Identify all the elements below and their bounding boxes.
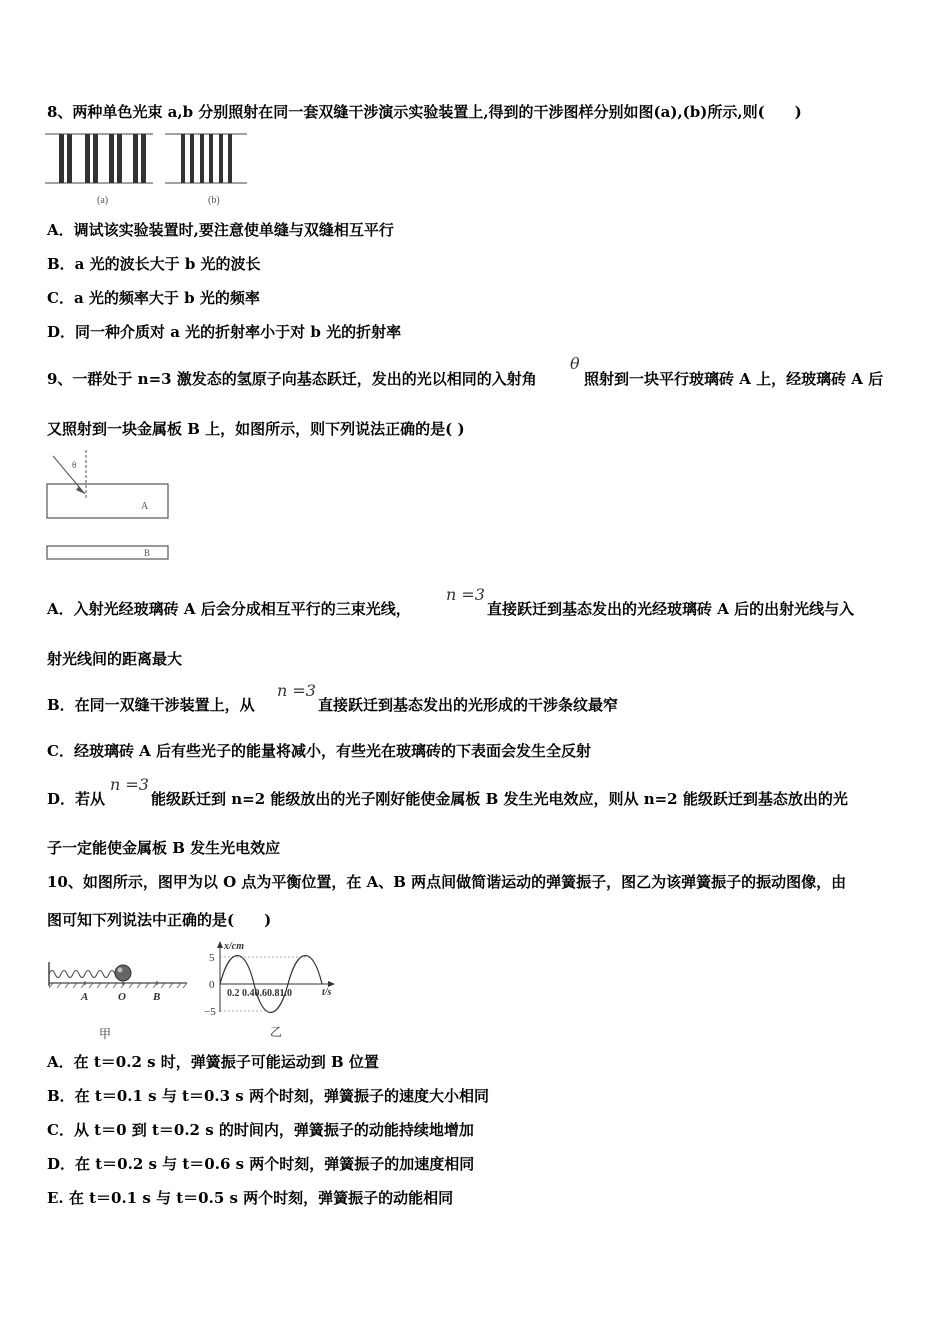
graph-xlabel: t/s bbox=[322, 987, 332, 998]
fig-yi-caption: 乙 bbox=[270, 1025, 283, 1039]
q9-optA-part1: A．入射光经玻璃砖 A 后会分成相互平行的三束光线， bbox=[47, 600, 411, 618]
q10-spring-figure bbox=[45, 958, 195, 1044]
q9-optA-line2: 射光线间的距离最大 bbox=[47, 650, 183, 668]
q9-stem-line2: 又照射到一块金属板 B 上，如图所示，则下列说法正确的是( ) bbox=[47, 420, 465, 438]
q9-optA-n3: n =3 bbox=[446, 585, 485, 604]
q9-theta: θ bbox=[570, 354, 580, 373]
fig-jia-caption: 甲 bbox=[99, 1027, 112, 1041]
q8-option-a: A．调试该实验装置时,要注意使单缝与双缝相互平行 bbox=[47, 221, 394, 239]
fig-label-a: (a) bbox=[97, 195, 109, 206]
q10-option-b: B．在 t＝0.1 s 与 t＝0.3 s 两个时刻，弹簧振子的速度大小相同 bbox=[47, 1087, 489, 1105]
q10-stem-line1: 10、如图所示，图甲为以 O 点为平衡位置，在 A、B 两点间做简谐运动的弹簧振子，图乙为该弹簧振子的振动图像，由 bbox=[47, 873, 847, 891]
q10-option-a: A．在 t＝0.2 s 时，弹簧振子可能运动到 B 位置 bbox=[47, 1053, 379, 1071]
q9-stem-part1: 9、一群处于 n=3 激发态的氢原子向基态跃迁，发出的光以相同的入射角 bbox=[47, 370, 537, 388]
theta-label: θ bbox=[72, 460, 77, 470]
graph-ylabel: x/cm bbox=[224, 941, 244, 952]
q9-optB-part2: 直接跃迁到基态发出的光形成的干涉条纹最窄 bbox=[318, 696, 619, 714]
q8-option-d: D．同一种介质对 a 光的折射率小于对 b 光的折射率 bbox=[47, 323, 402, 341]
glass-label-a: A bbox=[141, 501, 149, 512]
q8-stem: 8、两种单色光束 a,b 分别照射在同一套双缝干涉演示实验装置上,得到的干涉图样分别如图(a),(b)所示,则( ) bbox=[47, 103, 802, 121]
q8-option-b: B．a 光的波长大于 b 光的波长 bbox=[47, 255, 261, 273]
q10-option-c: C．从 t＝0 到 t＝0.2 s 的时间内，弹簧振子的动能持续地增加 bbox=[47, 1121, 474, 1139]
q9-optD-line2: 子一定能使金属板 B 发生光电效应 bbox=[47, 839, 281, 857]
q10-vibration-graph bbox=[200, 938, 345, 1044]
q10-option-e: E. 在 t＝0.1 s 与 t＝0.5 s 两个时刻，弹簧振子的动能相同 bbox=[47, 1189, 454, 1207]
ytick-5: 5 bbox=[209, 952, 215, 964]
fig-label-b: (b) bbox=[208, 195, 220, 206]
q9-optB-part1: B．在同一双缝干涉装置上，从 bbox=[47, 696, 255, 714]
q10-stem-line2: 图可知下列说法中正确的是( ) bbox=[47, 911, 272, 929]
q9-optA-part2: 直接跃迁到基态发出的光经玻璃砖 A 后的出射光线与入 bbox=[487, 600, 855, 618]
point-b-label: B bbox=[153, 991, 161, 1003]
point-a-label: A bbox=[81, 991, 89, 1003]
graph-xticks: 0.2 0.40.60.81.0 bbox=[227, 988, 292, 999]
q9-optB-n3: n =3 bbox=[277, 681, 316, 700]
q9-optD-part2: 能级跃迁到 n=2 能级放出的光子刚好能使金属板 B 发生光电效应，则从 n=2 能级跃迁到基态放出的光 bbox=[151, 790, 848, 808]
q9-optD-part1: D．若从 bbox=[47, 790, 106, 808]
plate-label-b: B bbox=[144, 548, 151, 558]
q8-option-c: C．a 光的频率大于 b 光的频率 bbox=[47, 289, 260, 307]
q10-option-d: D．在 t＝0.2 s 与 t＝0.6 s 两个时刻，弹簧振子的加速度相同 bbox=[47, 1155, 475, 1173]
ytick-0: 0 bbox=[209, 979, 215, 991]
ytick-neg5: −5 bbox=[204, 1006, 216, 1018]
q9-optC: C．经玻璃砖 A 后有些光子的能量将减小，有些光在玻璃砖的下表面会发生全反射 bbox=[47, 742, 592, 760]
point-o-label: O bbox=[118, 991, 126, 1003]
q9-stem-part2: 照射到一块平行玻璃砖 A 上，经玻璃砖 A 后 bbox=[584, 370, 884, 388]
q9-optD-n3: n =3 bbox=[110, 775, 149, 794]
q8-interference-figure bbox=[45, 130, 255, 208]
q9-glass-figure bbox=[45, 448, 175, 564]
